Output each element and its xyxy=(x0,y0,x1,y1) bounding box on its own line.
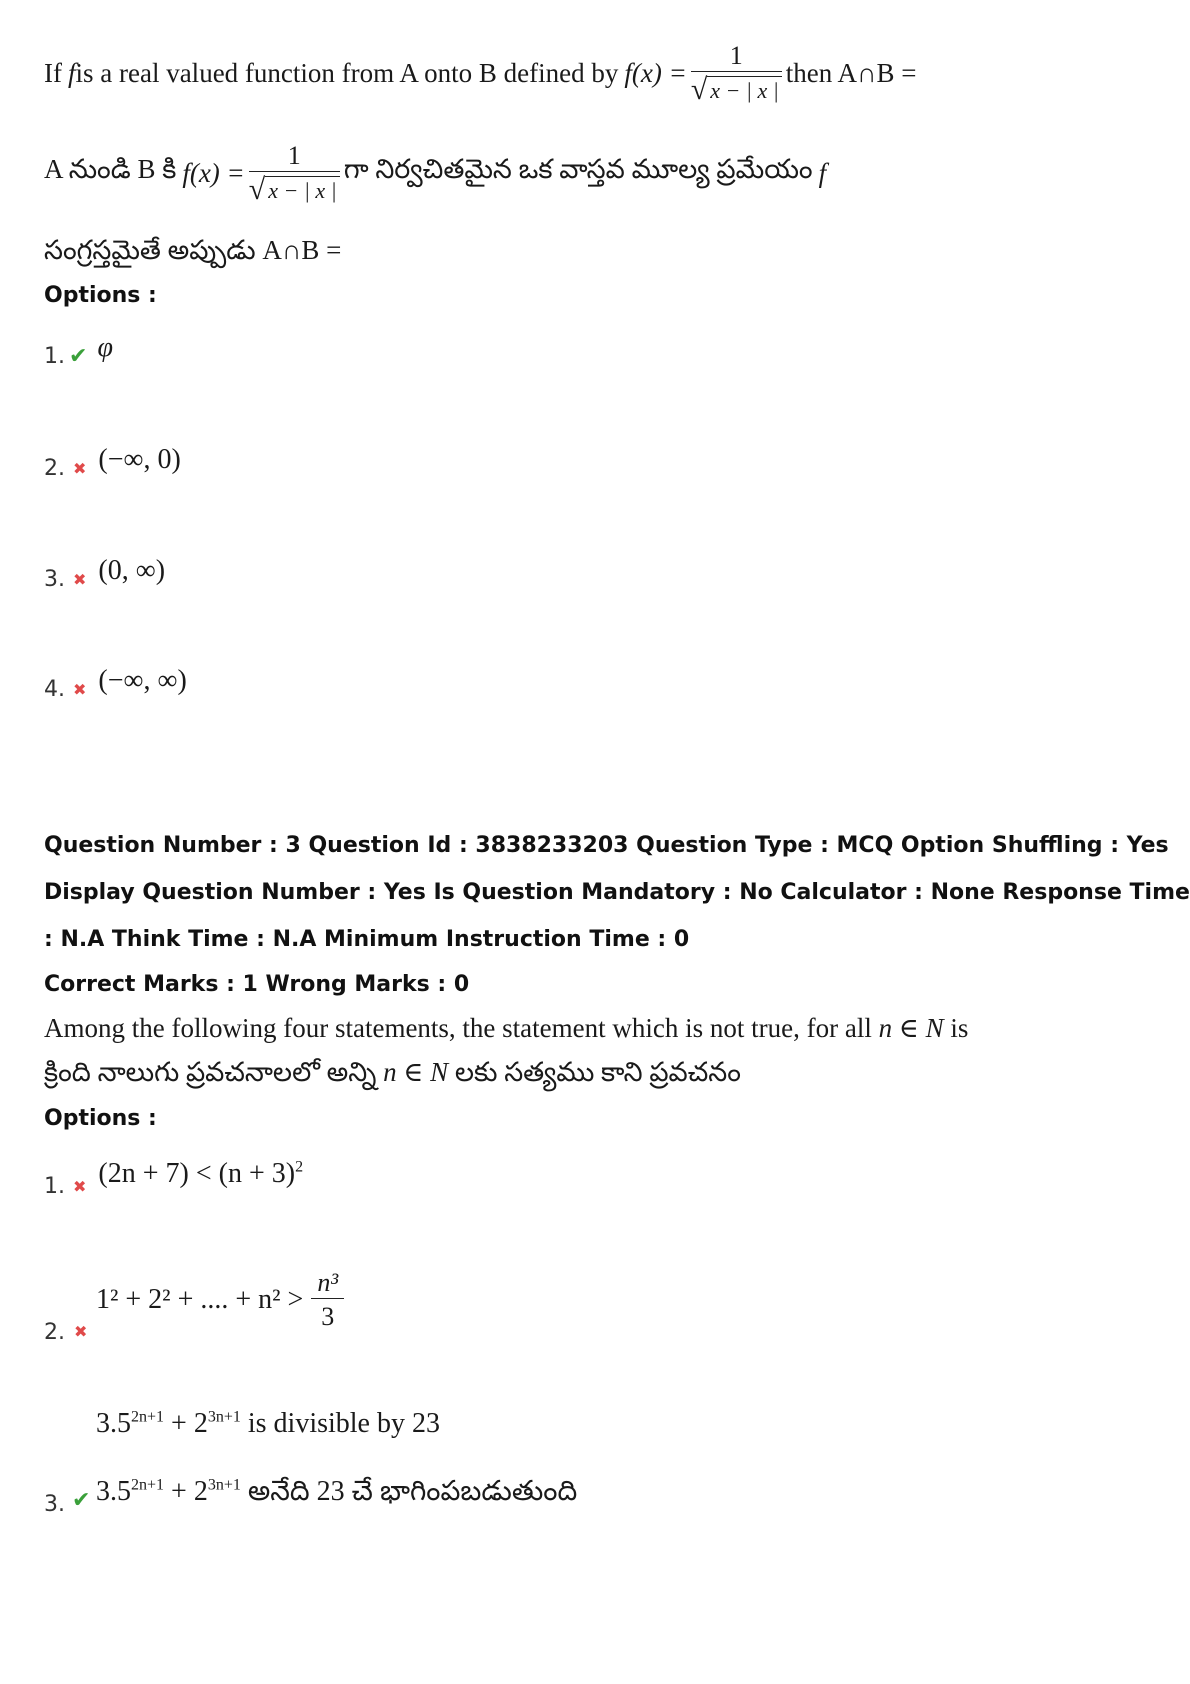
q3-options-label: Options : xyxy=(44,1106,157,1131)
q3-opt1-expr: (2n + 7) < (n + 3) xyxy=(98,1158,296,1189)
q2-te-frac-den xyxy=(249,171,340,205)
q3-opt3-en-tail: is divisible by 23 xyxy=(240,1408,440,1439)
option-number: 1. xyxy=(44,1173,65,1199)
cross-icon: ✖ xyxy=(73,679,87,699)
q2-english-stem xyxy=(44,30,917,116)
q3-te-set: n ∈ N xyxy=(383,1057,449,1087)
q3-opt3-exp2: 3n+1 xyxy=(207,1408,241,1426)
cross-icon: ✖ xyxy=(73,569,87,589)
q3-opt3-telugu xyxy=(96,1476,577,1514)
q3-te-text-a: క్రింది నాలుగు ప్రవచనాలలో అన్ని xyxy=(44,1057,384,1087)
q2-te-frac-den-text: x − | x | xyxy=(265,176,339,205)
q3-opt2-fraction xyxy=(307,1268,348,1331)
q2-frac-den-text: x − | x | xyxy=(707,76,781,105)
q3-opt3-base1: 3.5 xyxy=(96,1408,131,1439)
q2-telugu-stem xyxy=(44,128,826,218)
q3-metadata xyxy=(44,822,1190,963)
option-number: 4. xyxy=(44,676,65,702)
q2-option-1[interactable] xyxy=(44,332,113,372)
q2-fraction xyxy=(691,41,782,105)
q2-en-suffix: then A∩B = xyxy=(785,57,917,88)
option-number: 3. xyxy=(44,1492,65,1517)
q2-frac-num: 1 xyxy=(729,41,743,70)
q2-en-mid: is a real valued function from A onto B defined by xyxy=(75,57,619,88)
option-value xyxy=(98,1158,303,1190)
q3-opt3-te-exp2: 3n+1 xyxy=(207,1476,241,1494)
q3-en-is: is xyxy=(943,1013,969,1043)
sqrt-icon: √ xyxy=(248,173,266,206)
q3-telugu-stem xyxy=(44,1052,741,1092)
option-number: 1. xyxy=(44,343,65,369)
option-value: (−∞, 0) xyxy=(98,444,181,475)
q2-te-prefix: A నుండి B కి xyxy=(44,154,177,184)
q3-en-text: Among the following four statements, the statement which is not true, for all xyxy=(44,1013,879,1043)
check-icon: ✔ xyxy=(69,343,88,369)
q3-meta-line2: Display Question Number : Yes Is Question Mandatory : No Calculator : None Response Time xyxy=(44,880,1190,905)
q3-opt3-plus: + 2 xyxy=(164,1408,208,1439)
q2-option-3[interactable] xyxy=(44,555,166,595)
q2-en-f: f xyxy=(67,57,76,88)
q2-te-mid: గా నిర్వచితమైన ఒక వాస్తవ మూల్య ప్రమేయం xyxy=(343,154,813,184)
q3-en-set: n ∈ N xyxy=(878,1013,944,1043)
q3-opt3-te-tail: అనేది 23 చే భాగింపబడుతుంది xyxy=(240,1476,578,1507)
q3-option-1[interactable] xyxy=(44,1158,304,1199)
option-value: (0, ∞) xyxy=(98,555,166,586)
q2-en-prefix: If xyxy=(44,57,62,88)
q2-te-f: f xyxy=(818,157,827,188)
q3-opt2-den: 3 xyxy=(311,1298,344,1331)
q3-meta-line3: : N.A Think Time : N.A Minimum Instruction Time : 0 xyxy=(44,927,690,952)
q3-opt3-english xyxy=(96,1408,440,1440)
q3-opt3-te-base1: 3.5 xyxy=(96,1476,131,1507)
cross-icon: ✖ xyxy=(73,458,87,478)
q2-te-fraction xyxy=(249,141,340,205)
q2-te-frac-num: 1 xyxy=(287,141,301,170)
q3-meta-line1: Question Number : 3 Question Id : 3838233203 Question Type : MCQ Option Shuffling : Yes xyxy=(44,833,1169,858)
q3-marks: Correct Marks : 1 Wrong Marks : 0 xyxy=(44,972,470,997)
option-value: (−∞, ∞) xyxy=(98,665,187,696)
q3-opt3-exp1: 2n+1 xyxy=(131,1408,165,1426)
q2-options-label: Options : xyxy=(44,283,157,308)
q2-frac-den xyxy=(691,71,782,105)
q2-telugu-line2: సంగ్రస్తమైతే అప్పుడు A∩B = xyxy=(44,235,342,265)
q3-opt3-te-exp1: 2n+1 xyxy=(131,1476,165,1494)
option-number: 2. xyxy=(44,455,65,481)
cross-icon: ✖ xyxy=(73,1176,87,1196)
check-icon: ✔ xyxy=(72,1488,91,1513)
option-number: 2. xyxy=(44,1320,65,1345)
q2-te-fx-label: f(x) = xyxy=(182,157,245,188)
q3-opt3-te-plus: + 2 xyxy=(164,1476,208,1507)
q2-fx-label: f(x) = xyxy=(624,57,687,88)
q3-te-text-b: లకు సత్యము కాని ప్రవచనం xyxy=(448,1057,741,1087)
q2-option-4[interactable] xyxy=(44,665,187,705)
q3-opt1-exp: 2 xyxy=(295,1158,304,1176)
option-value xyxy=(96,1268,352,1331)
q3-opt2-num: n³ xyxy=(317,1268,339,1297)
option-number: 3. xyxy=(44,566,65,592)
q3-opt2-sum: 1² + 2² + .... + n² > xyxy=(96,1283,304,1315)
cross-icon: ✖ xyxy=(74,1322,88,1341)
q3-english-stem xyxy=(44,1010,968,1046)
q2-option-2[interactable] xyxy=(44,444,181,484)
sqrt-icon: √ xyxy=(690,73,708,106)
option-value: φ xyxy=(97,332,113,363)
